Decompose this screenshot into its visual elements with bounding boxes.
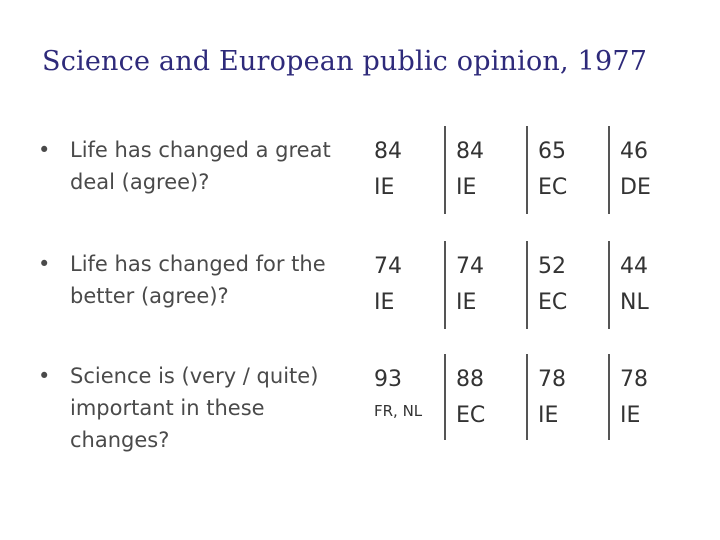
country-code: IE xyxy=(374,290,395,315)
percent-value: 78 xyxy=(538,367,566,392)
percent-value: 84 xyxy=(374,139,402,164)
country-code: IE xyxy=(456,290,477,315)
result-cell xyxy=(527,354,609,440)
percent-value: 74 xyxy=(456,254,484,279)
country-code: IE xyxy=(538,403,559,428)
bullet-icon: • xyxy=(38,138,51,162)
results-row-2 xyxy=(364,241,690,329)
results-row-1 xyxy=(364,126,690,214)
question-text: Life has changed a great deal (agree)? xyxy=(70,138,331,194)
percent-value: 84 xyxy=(456,139,484,164)
country-code: IE xyxy=(456,175,477,200)
country-code: IE xyxy=(374,175,395,200)
question-text: Life has changed for the better (agree)? xyxy=(70,252,326,308)
result-cell xyxy=(445,354,527,440)
percent-value: 93 xyxy=(374,367,402,392)
result-cell xyxy=(609,354,690,440)
result-cell xyxy=(445,241,527,329)
percent-value: 46 xyxy=(620,139,648,164)
country-code: FR, NL xyxy=(374,402,423,420)
result-cell xyxy=(445,126,527,214)
percent-value: 65 xyxy=(538,139,566,164)
country-code: IE xyxy=(620,403,641,428)
percent-value: 78 xyxy=(620,367,648,392)
percent-value: 88 xyxy=(456,367,484,392)
question-item xyxy=(38,248,348,312)
percent-value: 74 xyxy=(374,254,402,279)
result-cell xyxy=(609,241,690,329)
result-cell xyxy=(527,241,609,329)
country-code: EC xyxy=(538,290,568,315)
question-text: Science is (very / quite) important in these changes? xyxy=(70,364,319,452)
result-cell xyxy=(364,241,445,329)
country-code: EC xyxy=(538,175,568,200)
question-item xyxy=(38,134,348,198)
results-row-3 xyxy=(364,354,690,440)
result-cell xyxy=(609,126,690,214)
result-cell xyxy=(527,126,609,214)
country-code: EC xyxy=(456,403,486,428)
country-code: NL xyxy=(620,290,649,315)
bullet-icon: • xyxy=(38,364,51,388)
question-item xyxy=(38,360,348,456)
slide-title: Science and European public opinion, 1977 xyxy=(42,46,648,77)
country-code: DE xyxy=(620,175,651,200)
bullet-icon: • xyxy=(38,252,51,276)
percent-value: 44 xyxy=(620,254,648,279)
result-cell xyxy=(364,126,445,214)
result-cell xyxy=(364,354,445,440)
percent-value: 52 xyxy=(538,254,566,279)
